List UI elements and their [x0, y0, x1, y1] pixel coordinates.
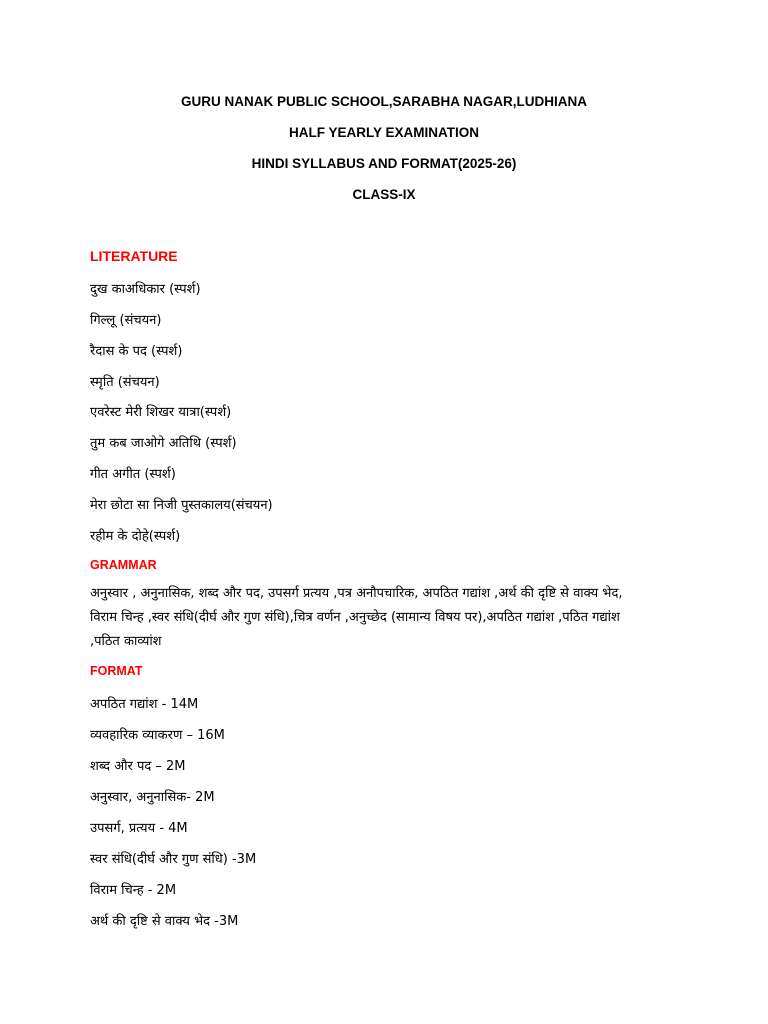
school-name: GURU NANAK PUBLIC SCHOOL,SARABHA NAGAR,LUDHIANA: [181, 94, 587, 109]
literature-item: गीत अगीत (स्पर्श): [90, 467, 176, 482]
syllabus-title: HINDI SYLLABUS AND FORMAT(2025-26): [251, 156, 517, 171]
format-item: अनुस्वार, अनुनासिक- 2M: [90, 790, 215, 805]
literature-item: मेरा छोटा सा निजी पुस्तकालय(संचयन): [90, 498, 273, 513]
format-item: व्यवहारिक व्याकरण – 16M: [90, 728, 225, 743]
literature-item: रहीम के दोहे(स्पर्श): [90, 529, 181, 544]
format-item: स्वर संधि(दीर्घ और गुण संधि) -3M: [90, 852, 257, 867]
grammar-line: अनुस्वार , अनुनासिक, शब्द और पद, उपसर्ग प्रत्यय ,पत्र अनौपचारिक, अपठित गद्यांश ,अर्थ की दृष्टि से वाक्य भेद,: [90, 586, 623, 601]
literature-item: रैदास के पद (स्पर्श): [90, 344, 183, 359]
literature-item: गिल्लू (संचयन): [90, 313, 162, 328]
format-item: उपसर्ग, प्रत्यय - 4M: [90, 821, 188, 836]
grammar-topics: [90, 582, 690, 654]
grammar-heading: GRAMMAR: [90, 558, 157, 572]
literature-item: स्मृति (संचयन): [90, 375, 160, 390]
literature-item: तुम कब जाओगे अतिथि (स्पर्श): [90, 436, 237, 451]
literature-item: एवरेस्ट मेरी शिखर यात्रा(स्पर्श): [90, 405, 232, 420]
grammar-line: ,पठित काव्यांश: [90, 634, 162, 649]
exam-title: HALF YEARLY EXAMINATION: [288, 125, 480, 140]
format-heading: FORMAT: [90, 664, 143, 678]
grammar-line: विराम चिन्ह ,स्वर संधि(दीर्घ और गुण संधि),चित्र वर्णन ,अनुच्छेद (सामान्य विषय पर),अपठित गद्यांश ,पठित गद्यांश: [90, 610, 620, 625]
literature-heading: LITERATURE: [90, 248, 178, 264]
literature-item: दुख काअधिकार (स्पर्श): [90, 282, 201, 297]
format-item: विराम चिन्ह - 2M: [90, 883, 177, 898]
format-item: अपठित गद्यांश - 14M: [90, 697, 199, 712]
format-item: शब्द और पद – 2M: [90, 759, 186, 774]
format-item: अर्थ की दृष्टि से वाक्य भेद -3M: [90, 914, 239, 929]
class-title: CLASS-IX: [352, 187, 416, 202]
